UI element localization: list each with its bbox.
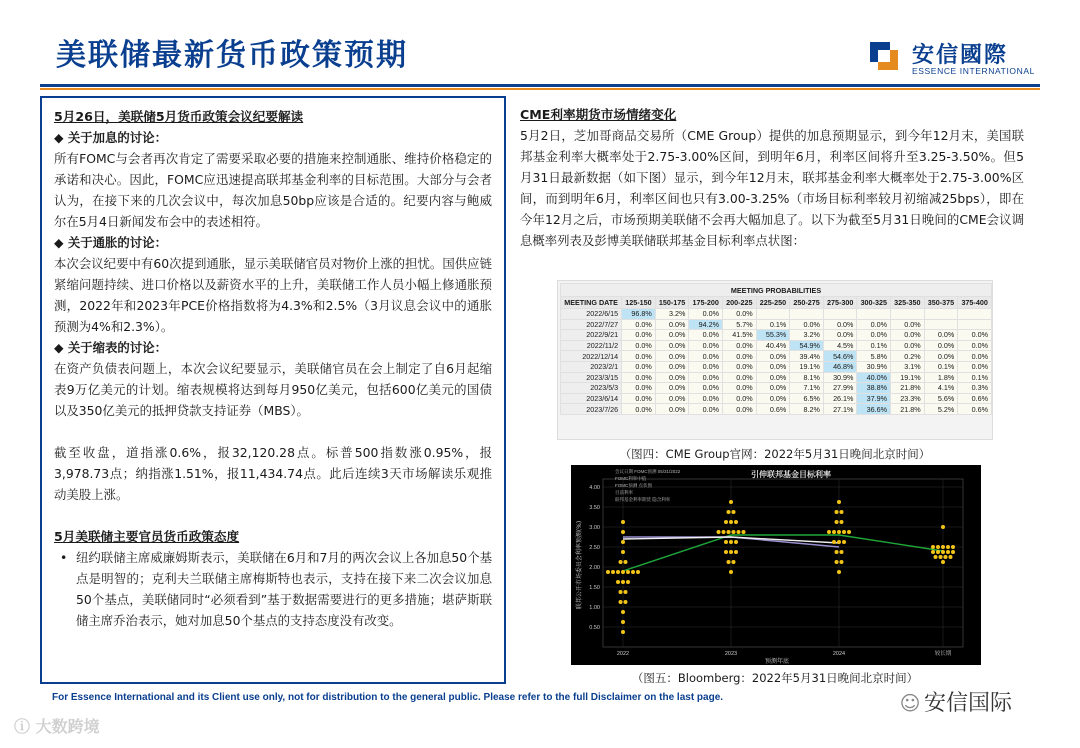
x-tick-label: 2022 <box>616 651 630 657</box>
fomc-dot <box>717 530 721 534</box>
probability-cell: 0.6% <box>756 404 790 415</box>
fomc-dot <box>934 555 938 559</box>
probability-cell: 0.0% <box>723 340 757 351</box>
probability-cell <box>958 309 992 320</box>
fomc-dot <box>835 520 839 524</box>
column-header: 200-225 <box>723 297 757 309</box>
fomc-dot <box>951 545 955 549</box>
fomc-dot <box>729 500 733 504</box>
caption-cme: （图四：CME Group官网：2022年5月31日晚间北京时间） <box>619 447 931 461</box>
section-title-officials: 5月美联储主要官员货币政策态度 <box>54 529 240 544</box>
bullet-officials-stance: • 纽约联储主席威廉姆斯表示，美联储在6月和7月的两次会议上各加息50个基点是明智的；克利夫兰联储主席梅斯特也表示，支持在接下来二次会议加息50个基点，美联储同时“必须看到”基于数据需要进行的更多措施；堪萨斯联储主席乔治表示，她对加息50个基点的支持态度没有改变。 <box>54 547 492 631</box>
meeting-probabilities-table <box>557 280 993 440</box>
y-tick-label: 2.00 <box>589 565 600 571</box>
probability-cell: 0.0% <box>689 393 723 404</box>
paragraph-cme: 5月2日，芝加哥商品交易所（CME Group）提供的加息预期显示，到今年12月末，美国联邦基金利率大概率处于2.75-3.00%区间，到明年6月，利率区间将升至3.25-3.50%。但5月31日最新数据（如下图）显示，到今年12月末，联邦基金利率大概率处于2.75-3.00%区间，而到明年6月，利率区间也只有3.00-3.25%（市场目标利率较月初缩减25bps），即在今年12月之后，市场预期美联储不会再大幅加息了。以下为截至5月31日晚间的CME会议调息概率列表及彭博美联储联邦基金目标利率点状图： <box>520 128 1024 248</box>
probability-cell: 0.0% <box>857 330 891 341</box>
table-row <box>561 309 992 320</box>
fomc-dot <box>727 560 731 564</box>
x-axis-label: 预测年底 <box>764 658 790 665</box>
probability-cell: 36.6% <box>857 404 891 415</box>
fomc-dot <box>936 550 940 554</box>
column-header: 175-200 <box>689 297 723 309</box>
probability-cell: 54.9% <box>790 340 824 351</box>
column-header: 375-400 <box>958 297 992 309</box>
probability-cell: 0.0% <box>655 351 689 362</box>
legend-entry: 目前利率 <box>615 490 633 495</box>
fomc-dot <box>734 540 738 544</box>
fomc-dot <box>951 550 955 554</box>
column-header: 300-325 <box>857 297 891 309</box>
probability-cell: 0.0% <box>958 340 992 351</box>
probability-cell <box>790 309 824 320</box>
fomc-dot <box>724 550 728 554</box>
y-tick-label: 1.00 <box>589 605 600 611</box>
watermark-right-text: 安信国际 <box>924 691 1013 716</box>
probability-cell: 0.0% <box>723 393 757 404</box>
meeting-date-cell: 2023/7/26 <box>561 404 622 415</box>
fomc-dot <box>939 555 943 559</box>
probability-cell: 3.2% <box>790 330 824 341</box>
meeting-date-cell: 2022/12/14 <box>561 351 622 362</box>
probability-cell: 0.0% <box>723 351 757 362</box>
y-tick-label: 0.50 <box>589 625 600 631</box>
probability-cell: 0.2% <box>891 351 925 362</box>
probability-cell: 0.0% <box>622 351 656 362</box>
meeting-date-cell: 2022/7/27 <box>561 319 622 330</box>
probability-cell: 0.0% <box>655 383 689 394</box>
fomc-dot <box>837 530 841 534</box>
fomc-dot <box>842 530 846 534</box>
column-header: 125-150 <box>622 297 656 309</box>
fomc-dot <box>941 545 945 549</box>
fomc-dot <box>636 570 640 574</box>
fomc-dot <box>729 520 733 524</box>
fomc-dot <box>931 550 935 554</box>
probability-cell: 40.0% <box>857 372 891 383</box>
probability-cell: 0.0% <box>689 309 723 320</box>
fomc-dot <box>624 600 628 604</box>
probability-cell: 38.8% <box>857 383 891 394</box>
probability-cell: 3.1% <box>891 361 925 372</box>
probability-cell: 27.9% <box>823 383 857 394</box>
probability-cell: 0.0% <box>891 330 925 341</box>
essence-logo-icon <box>866 38 902 74</box>
probability-cell: 0.0% <box>823 330 857 341</box>
probability-cell: 0.1% <box>756 319 790 330</box>
probability-cell: 7.1% <box>790 383 824 394</box>
probability-cell: 0.0% <box>924 351 958 362</box>
x-tick-label: 2024 <box>832 651 846 657</box>
header-rule-blue <box>40 84 1040 87</box>
probability-cell: 0.0% <box>622 330 656 341</box>
probability-cell: 0.0% <box>891 319 925 330</box>
meeting-date-cell: 2023/3/15 <box>561 372 622 383</box>
paragraph-market-close: 截至收盘，道指涨0.6%，报32,120.28点。标普500指数涨0.95%，报3,978.73点；纳指涨1.51%，报11,434.74点。此后连续3天市场解读乐观推动美股上涨。 <box>54 445 492 502</box>
probability-cell: 0.0% <box>823 319 857 330</box>
page-title: 美联储最新货币政策预期 <box>56 38 408 73</box>
table-row <box>561 319 992 330</box>
probability-cell: 4.1% <box>924 383 958 394</box>
fomc-dot <box>842 540 846 544</box>
probability-cell: 0.0% <box>790 319 824 330</box>
fomc-dot <box>936 545 940 549</box>
fomc-dot <box>624 590 628 594</box>
fomc-dot <box>941 560 945 564</box>
probability-cell: 0.0% <box>622 361 656 372</box>
cme-section <box>520 104 1024 251</box>
paragraph-balance-sheet: 在资产负债表问题上，本次会议纪要显示，美联储官员在会上制定了自6月起缩表9万亿美元的计划。缩表规模将达到每月950亿美元，包括600亿美元的国债以及350亿美元的抵押贷款支持证券（MBS）。 <box>54 361 492 418</box>
probability-cell: 26.1% <box>823 393 857 404</box>
probability-cell: 0.0% <box>723 309 757 320</box>
probability-cell: 3.2% <box>655 309 689 320</box>
probability-cell: 21.8% <box>891 404 925 415</box>
fomc-dot <box>624 560 628 564</box>
probability-cell: 55.3% <box>756 330 790 341</box>
watermark-right <box>896 686 1012 717</box>
fomc-dot <box>621 630 625 634</box>
section-title-minutes: 5月26日，美联储5月货币政策会议纪要解读 <box>54 109 304 124</box>
probability-cell: 46.8% <box>823 361 857 372</box>
probability-cell <box>891 309 925 320</box>
x-tick-label: 较长期 <box>934 651 952 657</box>
probability-cell: 0.0% <box>689 330 723 341</box>
probability-cell: 96.8% <box>622 309 656 320</box>
fomc-dot <box>621 530 625 534</box>
probability-cell: 0.0% <box>756 393 790 404</box>
fomc-dot <box>727 510 731 514</box>
meeting-date-cell: 2022/9/21 <box>561 330 622 341</box>
table-row <box>561 351 992 362</box>
caption-bloomberg: （图五：Bloomberg：2022年5月31日晚间北京时间） <box>631 671 919 685</box>
fomc-dot <box>724 540 728 544</box>
column-header: 350-375 <box>924 297 958 309</box>
fomc-dot <box>837 540 841 544</box>
fomc-dot <box>734 550 738 554</box>
fomc-dot <box>840 510 844 514</box>
probability-cell: 0.3% <box>958 383 992 394</box>
fomc-dot <box>621 520 625 524</box>
probability-cell: 0.0% <box>958 361 992 372</box>
fomc-dot <box>727 530 731 534</box>
probability-cell: 30.9% <box>823 372 857 383</box>
probability-cell: 0.0% <box>756 361 790 372</box>
probability-cell: 0.0% <box>924 340 958 351</box>
probability-cell: 0.0% <box>756 383 790 394</box>
column-header: 250-275 <box>790 297 824 309</box>
probability-cell: 0.0% <box>689 404 723 415</box>
fomc-dot <box>616 570 620 574</box>
probability-cell: 30.9% <box>857 361 891 372</box>
probability-cell: 37.9% <box>857 393 891 404</box>
probability-cell: 0.0% <box>857 319 891 330</box>
header-rule-orange <box>40 88 1040 90</box>
fomc-dot <box>729 550 733 554</box>
probability-cell: 0.0% <box>622 372 656 383</box>
officials-bullet-list <box>54 547 492 631</box>
table-row <box>561 330 992 341</box>
column-header: 325-350 <box>891 297 925 309</box>
fomc-dot <box>724 520 728 524</box>
legend-entry: FOMC利率中值 <box>615 476 647 481</box>
legend-entry: FOMC预测 点状图 <box>615 483 652 488</box>
meeting-date-cell: 2023/6/14 <box>561 393 622 404</box>
fomc-dot <box>835 510 839 514</box>
probability-cell: 0.0% <box>723 404 757 415</box>
probability-cell: 0.0% <box>655 319 689 330</box>
probability-cell: 0.0% <box>689 383 723 394</box>
fomc-dot <box>619 600 623 604</box>
fomc-dot <box>835 550 839 554</box>
y-tick-label: 3.50 <box>589 505 600 511</box>
probability-cell: 0.0% <box>655 330 689 341</box>
probability-cell: 0.0% <box>655 372 689 383</box>
fomc-dot <box>742 530 746 534</box>
fomc-dot <box>827 530 831 534</box>
weibo-icon: ⓘ <box>14 717 31 736</box>
probability-cell: 0.0% <box>622 404 656 415</box>
section-title-cme: CME利率期货市场情绪变化 <box>520 107 677 122</box>
probability-cell: 21.8% <box>891 383 925 394</box>
probability-cell: 23.3% <box>891 393 925 404</box>
probability-cell: 0.0% <box>622 319 656 330</box>
probability-cell <box>924 309 958 320</box>
subheading-rate-hike: ◆ 关于加息的讨论： <box>54 130 167 145</box>
probability-cell: 40.4% <box>756 340 790 351</box>
table-row <box>561 361 992 372</box>
fomc-dot <box>732 560 736 564</box>
probability-cell: 0.0% <box>689 361 723 372</box>
fomc-dot <box>847 530 851 534</box>
probability-cell <box>823 309 857 320</box>
meeting-date-cell: 2022/11/2 <box>561 340 622 351</box>
probability-cell: 0.0% <box>924 330 958 341</box>
fomc-dot <box>611 570 615 574</box>
probability-cell: 0.6% <box>958 393 992 404</box>
fomc-dot <box>941 550 945 554</box>
fomc-dot <box>616 580 620 584</box>
fomc-dot <box>619 560 623 564</box>
probability-cell: 0.6% <box>958 404 992 415</box>
probability-cell: 94.2% <box>689 319 723 330</box>
probability-cell: 0.1% <box>924 361 958 372</box>
probability-cell: 0.0% <box>689 340 723 351</box>
probability-cell <box>857 309 891 320</box>
probability-cell: 0.0% <box>655 361 689 372</box>
fomc-dot <box>837 570 841 574</box>
column-header: MEETING DATE <box>561 297 622 309</box>
fomc-dot <box>737 530 741 534</box>
fomc-dot <box>946 545 950 549</box>
fomc-dot <box>631 570 635 574</box>
probability-cell: 0.0% <box>622 383 656 394</box>
fomc-minutes-box <box>40 96 506 684</box>
fomc-dot <box>621 570 625 574</box>
y-tick-label: 2.50 <box>589 545 600 551</box>
fomc-dot <box>621 580 625 584</box>
fomc-dot <box>941 525 945 529</box>
fomc-dot <box>619 590 623 594</box>
column-header: 150-175 <box>655 297 689 309</box>
probability-cell: 5.2% <box>924 404 958 415</box>
brand-name-cn: 安信國際 <box>912 43 1009 68</box>
paragraph-inflation: 本次会议纪要中有60次提到通胀，显示美联储官员对物价上涨的担忧。国供应链紧缩问题持续、进口价格以及薪资水平的上升，美联储工作人员小幅上修通胀预测，2022年和2023年PCE价格指数将为4.3%和2.5%（3月议息会议中的通胀预测为4%和2.3%）。 <box>54 256 492 334</box>
probability-cell: 0.0% <box>723 372 757 383</box>
fomc-dot <box>732 510 736 514</box>
table-row <box>561 383 992 394</box>
probability-cell: 8.2% <box>790 404 824 415</box>
y-tick-label: 3.00 <box>589 525 600 531</box>
fomc-dot <box>931 545 935 549</box>
watermark-left-text: 大数跨境 <box>35 717 100 736</box>
probability-cell: 0.0% <box>655 393 689 404</box>
fomc-dot <box>840 550 844 554</box>
probability-cell: 0.0% <box>756 351 790 362</box>
fomc-dot <box>606 570 610 574</box>
fomc-dot <box>621 540 625 544</box>
subheading-balance-sheet: ◆ 关于缩表的讨论： <box>54 340 167 355</box>
table-row <box>561 393 992 404</box>
fomc-dot <box>835 560 839 564</box>
fomc-dot <box>621 620 625 624</box>
fomc-dot <box>734 520 738 524</box>
meeting-date-cell: 2022/6/15 <box>561 309 622 320</box>
probability-cell: 0.0% <box>891 340 925 351</box>
y-axis-label: 联邦公开市场委员会利率预测(%) <box>576 520 583 610</box>
brand-name-en: ESSENCE INTERNATIONAL <box>912 66 1035 76</box>
column-header: 275-300 <box>823 297 857 309</box>
watermark-left <box>14 714 100 737</box>
probability-cell: 0.0% <box>689 372 723 383</box>
fomc-dot <box>729 540 733 544</box>
probability-cell: 39.4% <box>790 351 824 362</box>
probability-cell: 0.1% <box>857 340 891 351</box>
fomc-dot <box>626 580 630 584</box>
meeting-date-cell: 2023/2/1 <box>561 361 622 372</box>
probability-cell: 6.5% <box>790 393 824 404</box>
probability-cell <box>924 319 958 330</box>
probability-cell: 0.0% <box>723 383 757 394</box>
probability-cell: 0.0% <box>655 404 689 415</box>
probability-cell: 0.0% <box>958 351 992 362</box>
table-row <box>561 404 992 415</box>
fomc-dot <box>840 560 844 564</box>
probability-cell: 5.8% <box>857 351 891 362</box>
probability-cell: 8.1% <box>790 372 824 383</box>
column-header: 225-250 <box>756 297 790 309</box>
legend-entry: 会议日期 FOMC预测 05/31/2022 <box>615 469 681 474</box>
probability-cell: 0.0% <box>622 340 656 351</box>
footer-disclaimer: For Essence International and its Client use only, not for distribution to the general public. Please refer to the full Disclaimer on the last page. <box>52 692 724 703</box>
probability-cell: 0.0% <box>655 340 689 351</box>
probability-cell: 27.1% <box>823 404 857 415</box>
probability-cell: 0.1% <box>958 372 992 383</box>
probability-cell: 0.0% <box>689 351 723 362</box>
fomc-dot <box>832 530 836 534</box>
probability-cell <box>756 309 790 320</box>
probability-cell: 54.6% <box>823 351 857 362</box>
probability-cell: 19.1% <box>790 361 824 372</box>
fomc-dot <box>626 570 630 574</box>
wechat-icon: ☺ <box>899 691 921 715</box>
legend-entry: 联邦基金利率期货 隐含利率 <box>615 497 671 502</box>
fomc-dot <box>729 570 733 574</box>
y-tick-label: 1.50 <box>589 585 600 591</box>
probability-cell: 0.0% <box>622 393 656 404</box>
probability-cell: 0.0% <box>958 330 992 341</box>
probability-cell: 5.6% <box>924 393 958 404</box>
probability-cell: 41.5% <box>723 330 757 341</box>
probability-cell: 0.0% <box>756 372 790 383</box>
probability-cell: 4.5% <box>823 340 857 351</box>
fed-dot-plot-chart <box>571 465 981 665</box>
x-tick-label: 2023 <box>724 651 738 657</box>
probability-cell: 1.8% <box>924 372 958 383</box>
fomc-dot <box>621 550 625 554</box>
plot-frame <box>603 479 963 647</box>
probability-grid <box>560 283 992 415</box>
probability-cell: 5.7% <box>723 319 757 330</box>
table-row <box>561 372 992 383</box>
probability-cell <box>958 319 992 330</box>
fomc-dot <box>944 555 948 559</box>
fomc-dot <box>732 530 736 534</box>
paragraph-rate-hike: 所有FOMC与会者再次肯定了需要采取必要的措施来控制通胀、维持价格稳定的承诺和决心。因此，FOMC应迅速提高联邦基金利率的目标范围。大部分与会者认为，在接下来的几次会议中，每次加息50bp应该是合适的。纪要内容与鲍威尔在5月4日新闻发布会中的表述相符。 <box>54 151 492 229</box>
subheading-inflation: ◆ 关于通胀的讨论： <box>54 235 167 250</box>
probability-cell: 0.0% <box>723 361 757 372</box>
fomc-dot <box>949 555 953 559</box>
fomc-dot <box>840 520 844 524</box>
fomc-dot <box>946 550 950 554</box>
fomc-dot <box>837 500 841 504</box>
table-title: MEETING PROBABILITIES <box>561 284 992 297</box>
fomc-dot <box>832 540 836 544</box>
table-row <box>561 340 992 351</box>
y-tick-label: 4.00 <box>589 485 600 491</box>
fomc-dot <box>722 530 726 534</box>
brand-logo-block <box>866 38 1046 78</box>
meeting-date-cell: 2023/5/3 <box>561 383 622 394</box>
probability-cell: 19.1% <box>891 372 925 383</box>
fomc-dot <box>621 610 625 614</box>
chart-title: 引伸联邦基金目标利率 <box>751 470 831 479</box>
